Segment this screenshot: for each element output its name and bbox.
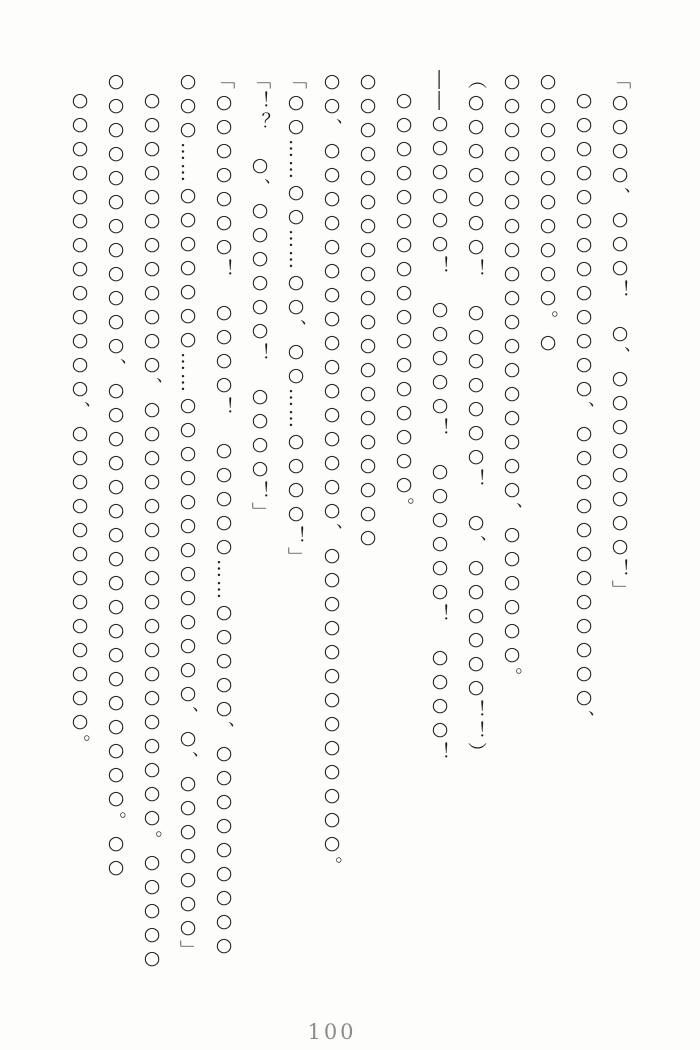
text-line: ○○○○○○○○○○○○、○○○○○○○○○○○○○○○○○○。○○○○○	[141, 89, 163, 971]
text-line: ○○○○○○○○○○○○○○○○○○、○○○○○○。	[501, 70, 523, 688]
text-line: ○○○○○○○○○○○○、○○○○○○○○○○○○○○○○○○。○○	[105, 70, 127, 880]
text-line: 「！？ ○、○○○○○○！ ○○○○！」	[249, 70, 271, 523]
text-line: ○○○○○○○○○○○○○○○○○。○○○○○○○○○○○○○○○○○○○○	[357, 70, 415, 550]
text-line: ○○○……○○○○○○○……○○○○○○○○○○○○○、○、○○○○○○○」	[177, 70, 199, 961]
page-number: 100	[307, 1020, 357, 1044]
text-line: ○○○○○○○○○○○○○、○○○○○○○○○○○○、○○○○○○○○○○。○	[537, 70, 595, 731]
text-line: ○○○○○○○○○○○○○、○○○○○○○○○○○○○。	[69, 89, 91, 755]
text-line: （○○○○○○○！ ○○○○○○○！ ○、○○○○○○！！）	[465, 70, 487, 763]
text-line: ――○○○○○○！ ○○○○○！ ○○○○○○！ ○○○○！	[429, 70, 451, 763]
text-line: 「○○○○○○○！ ○○○○！ ○○○○○……○○○○○、○○○○○○○○○	[213, 70, 235, 958]
text-line: ○○、○○○○○○○○○○○○○○○○、○○○○○○○○○○○○○。	[321, 70, 343, 877]
text-line: 「○○……○○……○○、○○……○○○○！」	[285, 70, 307, 568]
vertical-text-block	[62, 70, 638, 988]
text-line: 「○○○○、○○○！ ○、○○○○○○○○！」	[609, 70, 631, 601]
